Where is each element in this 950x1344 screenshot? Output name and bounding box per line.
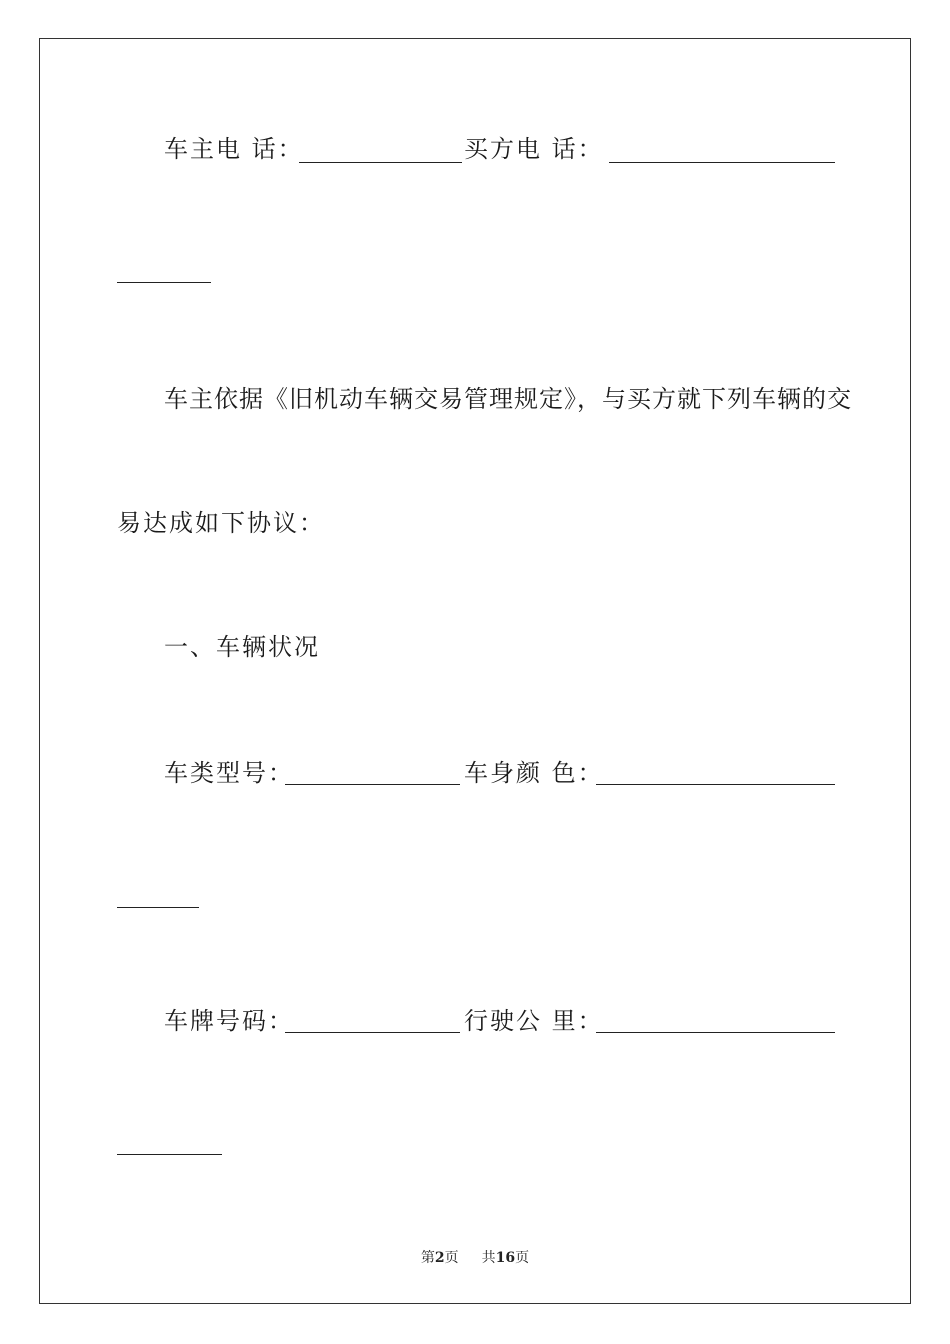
- mileage-blank[interactable]: [596, 1032, 835, 1033]
- total-pages: 16: [495, 1250, 516, 1266]
- agreement-line-1: 车主依据《旧机动车辆交易管理规定》，与买方就下列车辆的交: [164, 385, 852, 413]
- model-label: 车类型号：: [164, 759, 294, 787]
- plate-blank[interactable]: [285, 1032, 460, 1033]
- buyer-phone-blank-continued[interactable]: [117, 282, 211, 283]
- color-blank[interactable]: [596, 784, 835, 785]
- plate-label: 车牌号码：: [164, 1007, 294, 1035]
- page-footer: [0, 1247, 950, 1267]
- buyer-phone-blank[interactable]: [609, 162, 835, 163]
- buyer-phone-label: 买方电 话：: [464, 135, 604, 163]
- agreement-line-2: 易达成如下协议：: [117, 509, 325, 537]
- page-number: 2: [434, 1250, 445, 1266]
- model-blank[interactable]: [285, 784, 460, 785]
- page-indicator: 第2页: [420, 1250, 459, 1266]
- owner-phone-blank[interactable]: [299, 162, 462, 163]
- owner-phone-label: 车主电 话：: [164, 135, 304, 163]
- color-blank-continued[interactable]: [117, 907, 199, 908]
- mileage-blank-continued[interactable]: [117, 1154, 222, 1155]
- section-1-heading: 一、车辆状况: [164, 633, 320, 661]
- color-label: 车身颜 色：: [464, 759, 604, 787]
- mileage-label: 行驶公 里：: [464, 1007, 604, 1035]
- page-frame: [39, 38, 911, 1304]
- total-pages-indicator: 共16页: [481, 1250, 530, 1266]
